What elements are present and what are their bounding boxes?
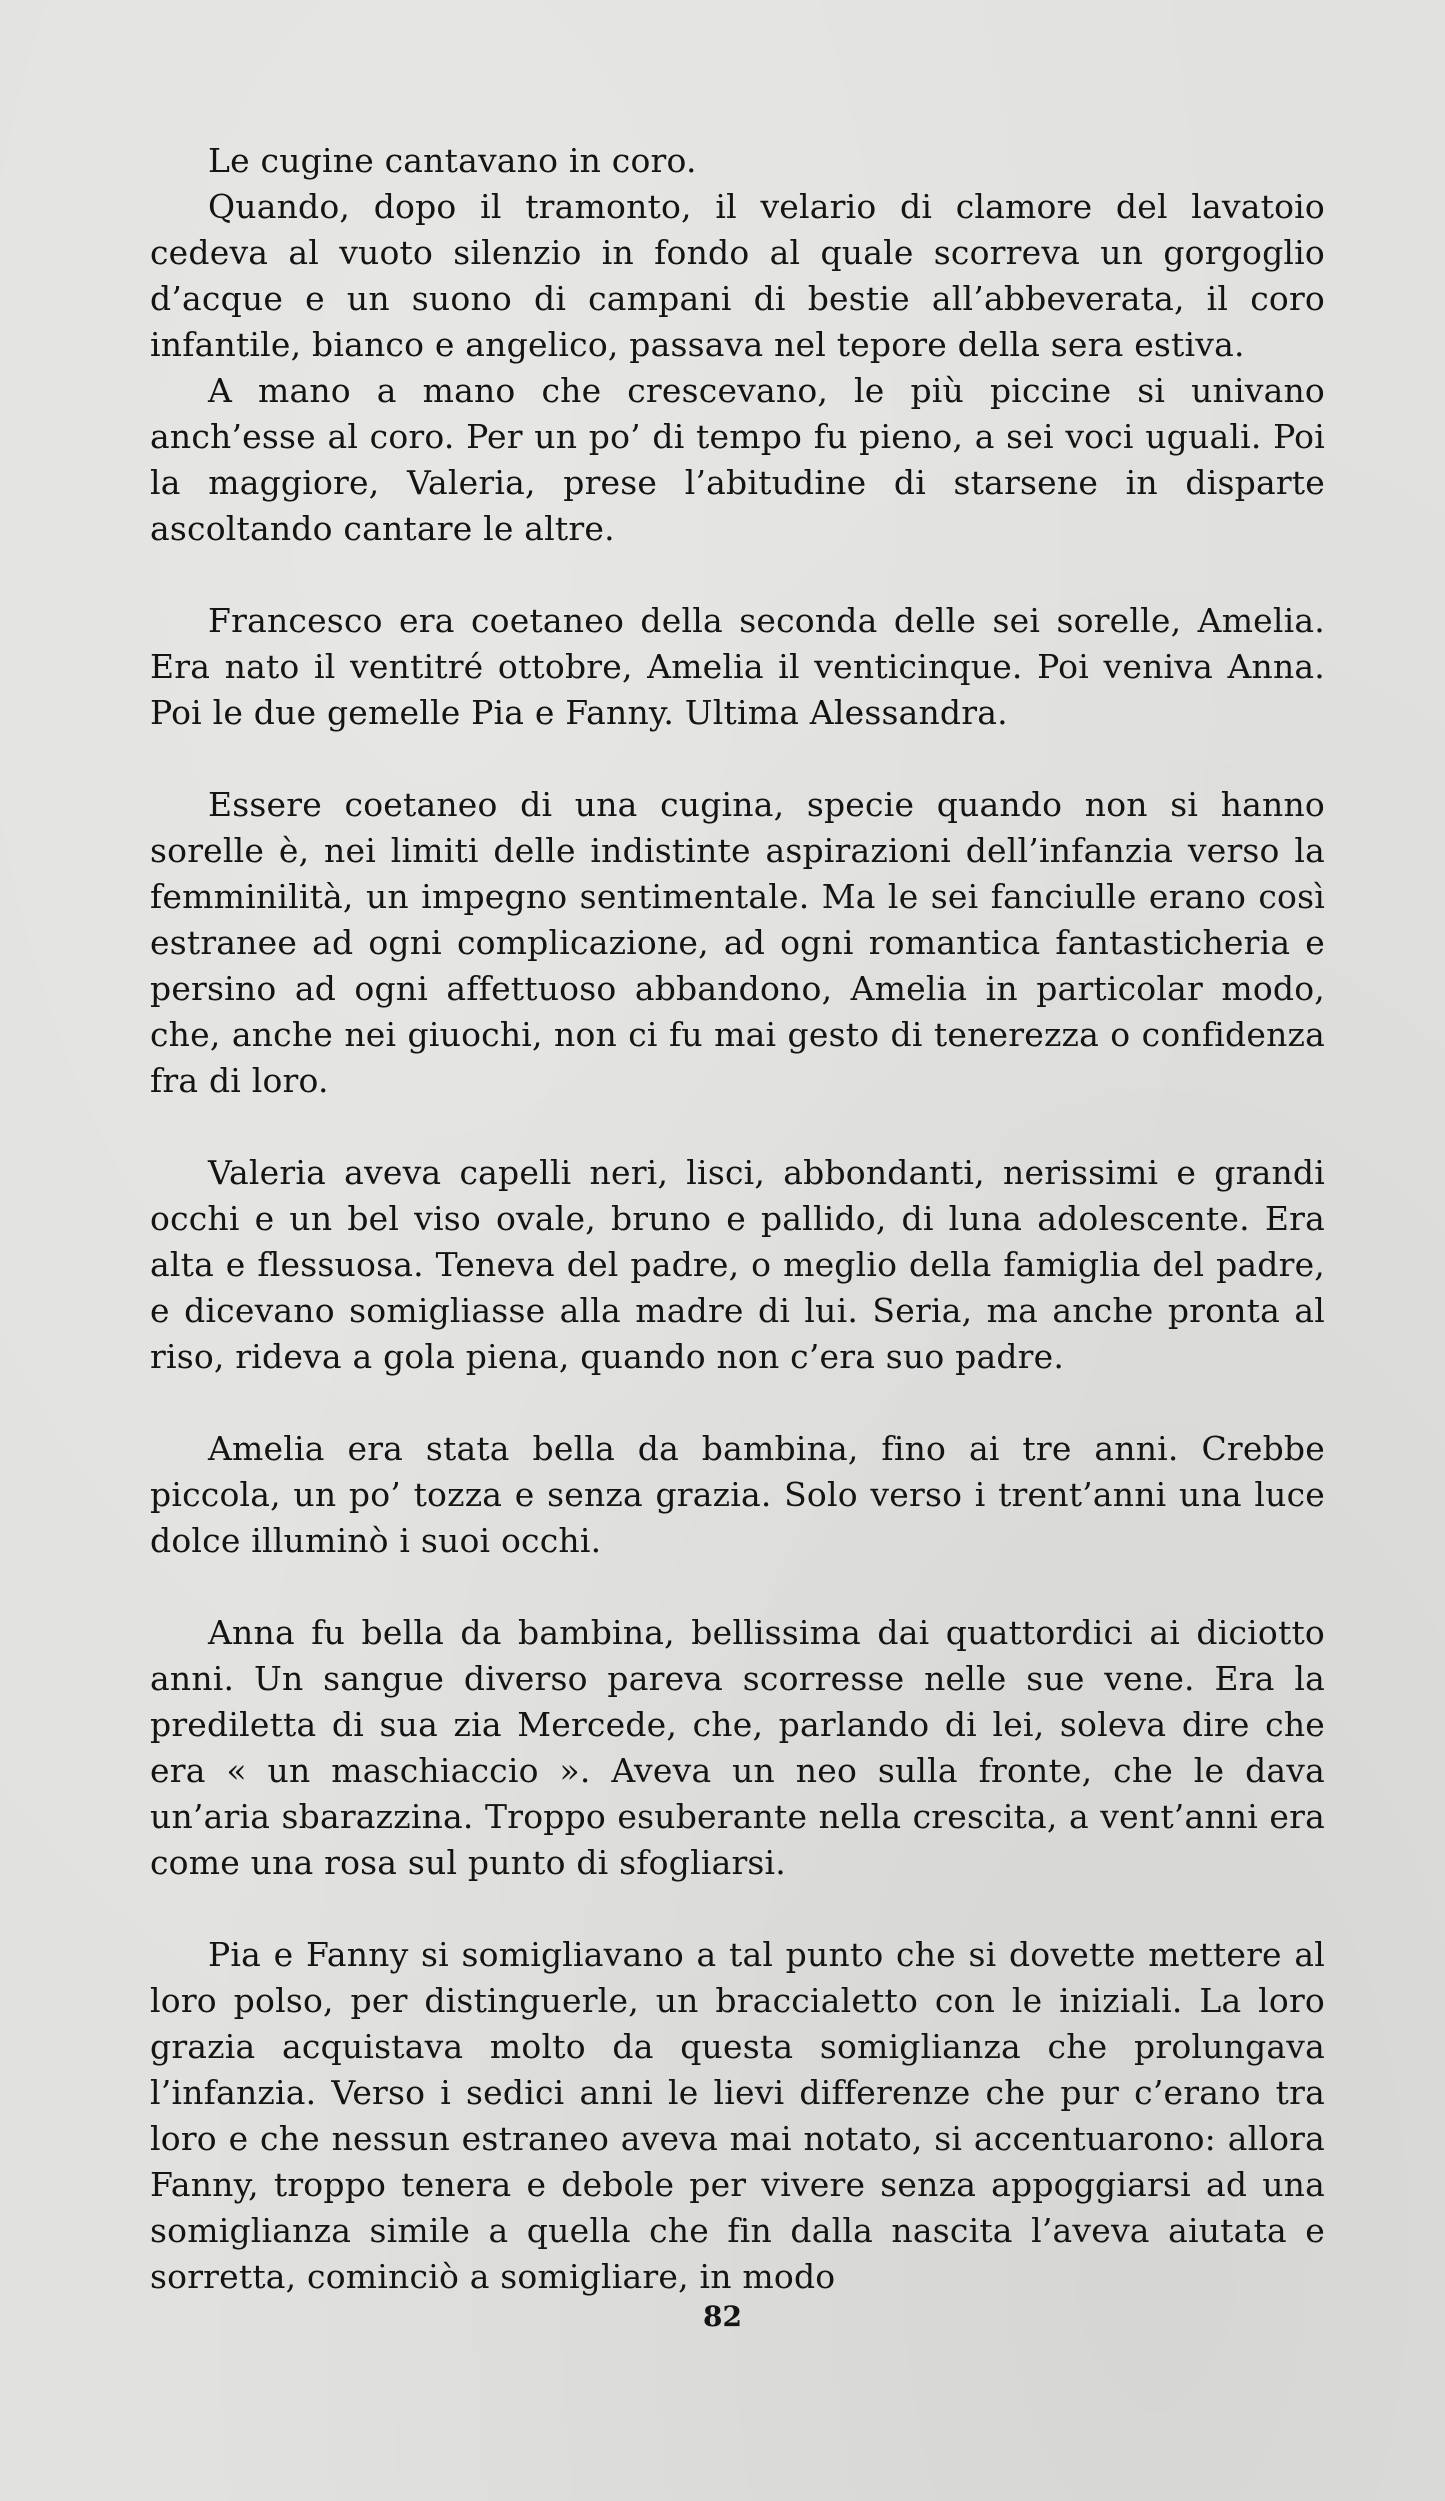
paragraph-1: Le cugine cantavano in coro. — [208, 141, 697, 180]
paragraph-5: Essere coetaneo di una cugina, specie quando non si hanno sorelle è, nei limiti delle indistinte aspirazioni dell’infanzia verso la femminilità, un impegno sentimentale. Ma le sei fanciulle erano così estranee ad ogni complicazione, ad ogni romantica fantasticheria e persino ad ogni affettuoso abbandono, Amelia in particolar modo, che, anche nei giuochi, non ci fu mai gesto di tenerezza o confidenza fra di loro. — [150, 785, 1325, 1100]
paragraph-6: Valeria aveva capelli neri, lisci, abbondanti, nerissimi e grandi occhi e un bel viso ovale, bruno e pallido, di luna adolescente. Era alta e flessuosa. Teneva del padre, o meglio della famiglia del padre, e dicevano somigliasse alla madre di lui. Seria, ma anche pronta al riso, rideva a gola piena, quando non c’era suo padre. — [150, 1153, 1325, 1376]
paragraph-2: Quando, dopo il tramonto, il velario di clamore del lavatoio cedeva al vuoto silenzio in fondo al quale scorreva un gorgoglio d’acque e un suono di campani di bestie all’abbeverata, il coro infantile, bianco e angelico, passava nel tepore della sera estiva. — [150, 187, 1325, 364]
page-number: 82 — [703, 2300, 742, 2333]
paragraph-9: Pia e Fanny si somigliavano a tal punto che si dovette mettere al loro polso, per distinguerle, un braccialetto con le iniziali. La loro grazia acquistava molto da questa somiglianza che prolungava l’infanzia. Verso i sedici anni le lievi differenze che pur c’erano tra loro e che nessun estraneo aveva mai notato, si accentuarono: allora Fanny, troppo tenera e debole per vivere senza appoggiarsi ad una somiglianza simile a quella che fin dalla nascita l’aveva aiutata e sorretta, cominciò a somigliare, in modo — [150, 1935, 1325, 2296]
paragraph-8: Anna fu bella da bambina, bellissima dai quattordici ai diciotto anni. Un sangue diverso pareva scorresse nelle sue vene. Era la prediletta di sua zia Mercede, che, parlando di lei, soleva dire che era « un maschiaccio ». Aveva un neo sulla fronte, che le dava un’aria sbarazzina. Troppo esuberante nella crescita, a vent’anni era come una rosa sul punto di sfogliarsi. — [150, 1613, 1325, 1882]
paragraph-7: Amelia era stata bella da bambina, fino ai tre anni. Crebbe piccola, un po’ tozza e senza grazia. Solo verso i trent’anni una luce dolce illuminò i suoi occhi. — [150, 1429, 1325, 1560]
paragraph-3: A mano a mano che crescevano, le più piccine si univano anch’esse al coro. Per un po’ di tempo fu pieno, a sei voci uguali. Poi la maggiore, Valeria, prese l’abitudine di starsene in disparte ascoltando cantare le altre. — [150, 371, 1325, 548]
paragraph-4: Francesco era coetaneo della seconda delle sei sorelle, Amelia. Era nato il ventitré ottobre, Amelia il venticinque. Poi veniva Anna. Poi le due gemelle Pia e Fanny. Ultima Alessandra. — [150, 601, 1325, 732]
body-text — [150, 138, 1325, 2300]
